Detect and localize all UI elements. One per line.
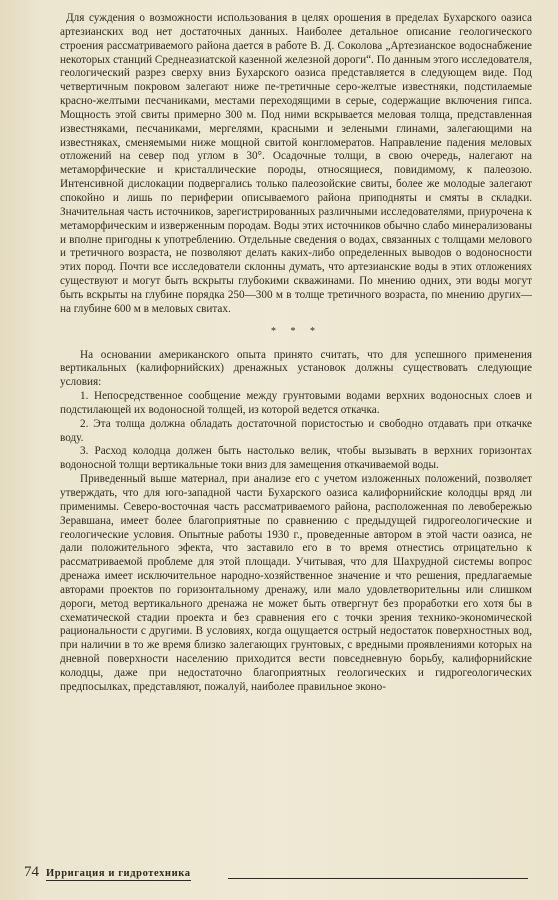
journal-title: Ирригация и гидротехника (46, 868, 191, 879)
condition-item-1: 1. Непосредственное сообщение между грунтовыми водами верхних водоносных слоев и подстилающей их водоносной толщей, из которой ведется откачка. (60, 390, 532, 416)
paragraph-conclusion: Приведенный выше материал, при анализе его с учетом изложенных положений, позволяет утверждать, что для юго-западной части Бухарского оазиса калифорнийские колодцы вряд ли применимы. Северо-восточная часть рассматриваемого района, расположенная по левобережью Зеравшана, имеет более благоприятные по сравнению с предыдущей гидрогеологические и геологические условия. Опытные работы 1930 г., проведенные автором в этой части оазиса, не дали положительного эфекта, что заставило его в то время отнестись отрицательно к рассматриваемой проблеме для этой площади. Учитывая, что для Шахрудной системы вопрос дренажа имеет исключительное народно-хозяйственное значение и что решения, предлагаемые авторами проектов по горизонтальному дренажу, или мало удовлетворительны или слишком дороги, метод вертикального дренажа не может быть отвергнут без проработки его хотя бы в схематической стадии проекта и без сравнения его с точки зрения технико-экономической рациональности с другими. В условиях, когда ощущается острый недостаток поверхностных вод, при наличии в то же время близко залегающих грунтовых, с вредными проявлениями которых на дневной поверхности населению приходится вести повседневную борьбу, калифорнийские колодцы, даже при недостаточно благоприятных геологических и гидрогеологических предпосылках, представляют, пожалуй, наиболее правильное эконо- (60, 473, 532, 693)
condition-item-2: 2. Эта толща должна обладать достаточной пористостью и свободно отдавать при откачке воду. (60, 417, 532, 444)
section-separator: * * * (271, 325, 321, 337)
condition-item-3: 3. Расход колодца должен быть настолько велик, чтобы вызывать в верхних горизонтах водоносной толщи вертикальные токи вниз для замещения откачиваемой воды. (60, 445, 532, 472)
page-number: 74 (24, 864, 39, 880)
paragraph-artesian-water: Для суждения о возможности использования в целях орошения в пределах Бухарского оазиса артезианских вод нет достаточных данных. Наиболее детальное описание геологического строения рассматриваемого района дается в работе В. Д. Соколова „Артезианское водоснабжение некоторых станций Среднеазиатской казенной железной дороги“. По данным этого исследователя, геологический разрез сверху вниз Бухарского оазиса представляется в следующем виде. Под четвертичным покровом залегают ниже пе-третичные серо-желтые известняки, подстилаемые красно-желтыми песчаниками, местами переходящими в серые, содержащие включения гипса. Мощность этой свиты примерно 300 м. Под ними вскрывается меловая толща, представленная известняками, песчаниками, мергелями, красными и зелеными глинами, залегающими на известняках, сменяемыми ниже мощной свитой конгломератов. Направление падения меловых отложений на север под углом в 30°. Осадочные толщи, в свою очередь, налегают на метаморфические и кристаллические породы, относящиеся, повидимому, к палеозою. Интенсивной дислокации подвергались только палеозойские свиты, более же молодые залегают спокойно и лишь по периферии описываемого района приподняты и смяты в складки. Значительная часть источников, зарегистрированных различными исследователями, приурочена к метаморфическим и изверженным породам. Воды этих источников обычно слабо минерализованы и вполне пригодны к употреблению. Отдельные сведения о водах, связанных с толщами мелового и третичного возраста, не позволяют делать каких-либо определенных выводов о водоносности этих пород. Почти все исследователи склонны думать, что артезианские воды в этих отложениях существуют и могут быть вскрыты глубокими скважинами. По мнению одних, эти воды могут быть вскрыты на глубине порядка 250—300 м в толще третичного возраста, по мнению других—на глубине 600 м в меловых свитах. (60, 12, 532, 315)
conditions-list (60, 390, 532, 473)
page-footer (24, 864, 191, 881)
footer-rule (228, 878, 528, 879)
paragraph-conditions-intro: На основании американского опыта принято считать, что для успешного применения вертикальных (калифорнийских) дренажных установок должны существовать следующие условия: (60, 348, 532, 389)
